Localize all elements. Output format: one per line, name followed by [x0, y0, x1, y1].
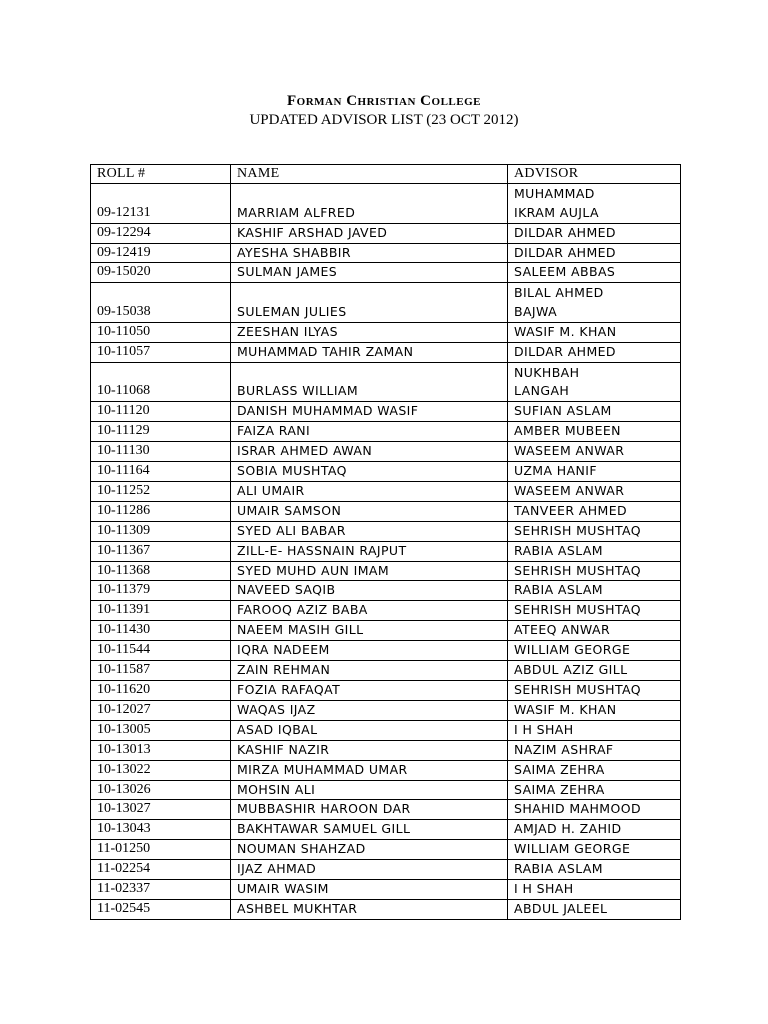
advisor-cell [508, 661, 681, 681]
table-body [91, 184, 681, 920]
table-row [91, 621, 681, 641]
student-name-cell: FAIZA RANI [231, 422, 508, 442]
roll-number-cell: 10-11252 [91, 481, 231, 501]
student-name-cell: FOZIA RAFAQAT [231, 681, 508, 701]
advisor-cell [508, 263, 681, 283]
table-row [91, 740, 681, 760]
advisor-name-line: SAIMA ZEHRA [514, 761, 605, 777]
advisor-name-line: I H SHAH [514, 721, 574, 737]
advisor-name-line: AMJAD H. ZAHID [514, 821, 622, 837]
roll-number-cell: 11-02254 [91, 860, 231, 880]
advisor-name-line: RABIA ASLAM [514, 582, 603, 598]
advisor-cell [508, 342, 681, 362]
table-row [91, 720, 681, 740]
table-row [91, 322, 681, 342]
roll-number-cell: 10-11379 [91, 581, 231, 601]
roll-number-cell: 09-12294 [91, 223, 231, 243]
table-row [91, 521, 681, 541]
advisor-cell [508, 481, 681, 501]
advisor-name-line: WASIF M. KHAN [514, 323, 617, 339]
advisor-cell [508, 322, 681, 342]
advisor-cell [508, 402, 681, 422]
advisor-cell [508, 223, 681, 243]
table-row [91, 581, 681, 601]
table-row [91, 462, 681, 482]
roll-number-cell: 10-11620 [91, 681, 231, 701]
student-name-cell: AYESHA SHABBIR [231, 243, 508, 263]
document-header [0, 92, 768, 130]
advisor-name-line: SEHRISH MUSHTAQ [514, 682, 642, 697]
roll-number-cell: 09-15020 [91, 263, 231, 283]
roll-number-cell: 10-11368 [91, 561, 231, 581]
advisor-name-line: NAZIM ASHRAF [514, 741, 614, 757]
roll-number-cell: 10-11367 [91, 541, 231, 561]
advisor-name-line: SALEEM ABBAS [514, 264, 616, 280]
advisor-name-line: BILAL AHMED [514, 285, 604, 301]
table-row [91, 541, 681, 561]
advisor-cell [508, 501, 681, 521]
student-name-cell: ASAD IQBAL [231, 720, 508, 740]
advisor-name-line: SAIMA ZEHRA [514, 781, 605, 797]
advisor-name-line: MUHAMMAD [514, 185, 595, 201]
advisor-name-line: ABDUL AZIZ GILL [514, 662, 628, 678]
college-title: Forman Christian College [287, 93, 481, 109]
advisor-cell [508, 760, 681, 780]
advisor-cell [508, 860, 681, 880]
advisor-name-line: NUKHBAH [514, 364, 580, 380]
advisor-name-line: SHAHID MAHMOOD [514, 801, 641, 817]
roll-number-cell: 10-13043 [91, 820, 231, 840]
advisor-name-line: SUFIAN ASLAM [514, 403, 612, 419]
roll-number-cell: 10-11544 [91, 641, 231, 661]
student-name-cell: SYED ALI BABAR [231, 521, 508, 541]
student-name-cell: ZEESHAN ILYAS [231, 322, 508, 342]
student-name-cell: UMAIR SAMSON [231, 501, 508, 521]
roll-number-cell: 10-13022 [91, 760, 231, 780]
student-name-cell: SYED MUHD AUN IMAM [231, 561, 508, 581]
advisor-cell [508, 581, 681, 601]
student-name-cell: NOUMAN SHAHZAD [231, 840, 508, 860]
roll-number-cell: 10-11286 [91, 501, 231, 521]
table-row [91, 641, 681, 661]
advisor-name-line: LANGAH [514, 383, 570, 399]
table-row [91, 263, 681, 283]
student-name-cell: WAQAS IJAZ [231, 700, 508, 720]
roll-number-cell: 09-15038 [91, 283, 231, 323]
table-row [91, 402, 681, 422]
table-row [91, 601, 681, 621]
student-name-cell: ZAIN REHMAN [231, 661, 508, 681]
student-name-cell: BURLASS WILLIAM [231, 362, 508, 402]
advisor-cell [508, 720, 681, 740]
table-row [91, 840, 681, 860]
roll-number-cell: 10-13027 [91, 800, 231, 820]
advisor-cell [508, 800, 681, 820]
advisor-name-line: WASIF M. KHAN [514, 701, 617, 717]
student-name-cell: ASHBEL MUKHTAR [231, 899, 508, 919]
table-row [91, 362, 681, 402]
advisor-name-line: ATEEQ ANWAR [514, 622, 611, 638]
table-row [91, 422, 681, 442]
column-header-advisor: ADVISOR [508, 165, 681, 184]
table-row [91, 899, 681, 919]
student-name-cell: ZILL-E- HASSNAIN RAJPUT [231, 541, 508, 561]
student-name-cell: UMAIR WASIM [231, 880, 508, 900]
table-row [91, 481, 681, 501]
table-row [91, 681, 681, 701]
table-row [91, 283, 681, 323]
table-row [91, 820, 681, 840]
roll-number-cell: 11-01250 [91, 840, 231, 860]
roll-number-cell: 09-12419 [91, 243, 231, 263]
roll-number-cell: 10-11130 [91, 442, 231, 462]
roll-number-cell: 10-11587 [91, 661, 231, 681]
student-name-cell: BAKHTAWAR SAMUEL GILL [231, 820, 508, 840]
roll-number-cell: 10-11430 [91, 621, 231, 641]
table-row [91, 880, 681, 900]
roll-number-cell: 10-13013 [91, 740, 231, 760]
student-name-cell: DANISH MUHAMMAD WASIF [231, 402, 508, 422]
student-name-cell: KASHIF NAZIR [231, 740, 508, 760]
student-name-cell: MUBBASHIR HAROON DAR [231, 800, 508, 820]
advisor-name-line: RABIA ASLAM [514, 861, 603, 877]
column-header-roll: ROLL # [91, 165, 231, 184]
advisor-name-line: WASEEM ANWAR [514, 482, 625, 498]
roll-number-cell: 10-11050 [91, 322, 231, 342]
roll-number-cell: 10-13026 [91, 780, 231, 800]
table-row [91, 760, 681, 780]
student-name-cell: FAROOQ AZIZ BABA [231, 601, 508, 621]
advisor-cell [508, 184, 681, 224]
advisor-name-line: I H SHAH [514, 881, 574, 897]
advisor-cell [508, 621, 681, 641]
student-name-cell: MUHAMMAD TAHIR ZAMAN [231, 342, 508, 362]
advisor-cell [508, 880, 681, 900]
table-row [91, 342, 681, 362]
advisor-name-line: TANVEER AHMED [514, 502, 628, 518]
student-name-cell: MIRZA MUHAMMAD UMAR [231, 760, 508, 780]
table-row [91, 800, 681, 820]
advisor-cell [508, 362, 681, 402]
table-row [91, 501, 681, 521]
advisor-cell [508, 521, 681, 541]
roll-number-cell: 10-11391 [91, 601, 231, 621]
advisor-cell [508, 740, 681, 760]
student-name-cell: NAEEM MASIH GILL [231, 621, 508, 641]
student-name-cell: MOHSIN ALI [231, 780, 508, 800]
advisor-cell [508, 700, 681, 720]
roll-number-cell: 10-11120 [91, 402, 231, 422]
advisor-cell [508, 462, 681, 482]
list-subtitle: UPDATED ADVISOR LIST (23 OCT 2012) [249, 112, 519, 128]
roll-number-cell: 10-11309 [91, 521, 231, 541]
advisor-cell [508, 899, 681, 919]
advisor-name-line: RABIA ASLAM [514, 542, 603, 558]
student-name-cell: SULEMAN JULIES [231, 283, 508, 323]
table-row [91, 700, 681, 720]
roll-number-cell: 10-12027 [91, 700, 231, 720]
advisor-cell [508, 442, 681, 462]
roll-number-cell: 10-11057 [91, 342, 231, 362]
advisor-name-line: DILDAR AHMED [514, 244, 616, 260]
advisor-name-line: DILDAR AHMED [514, 224, 616, 240]
advisor-name-line: SEHRISH MUSHTAQ [514, 602, 642, 618]
advisor-name-line: SEHRISH MUSHTAQ [514, 562, 642, 578]
roll-number-cell: 10-13005 [91, 720, 231, 740]
advisor-cell [508, 840, 681, 860]
table-row [91, 442, 681, 462]
student-name-cell: SOBIA MUSHTAQ [231, 462, 508, 482]
table-row [91, 243, 681, 263]
advisor-name-line: ABDUL JALEEL [514, 900, 608, 916]
advisor-cell [508, 681, 681, 701]
table-row [91, 223, 681, 243]
advisor-name-line: SEHRISH MUSHTAQ [514, 522, 642, 538]
advisor-cell [508, 780, 681, 800]
table-header-row [91, 165, 681, 184]
advisor-name-line: WILLIAM GEORGE [514, 642, 631, 658]
table-row [91, 184, 681, 224]
student-name-cell: KASHIF ARSHAD JAVED [231, 223, 508, 243]
roll-number-cell: 11-02545 [91, 899, 231, 919]
student-name-cell: MARRIAM ALFRED [231, 184, 508, 224]
student-name-cell: ISRAR AHMED AWAN [231, 442, 508, 462]
roll-number-cell: 11-02337 [91, 880, 231, 900]
student-name-cell: IQRA NADEEM [231, 641, 508, 661]
roll-number-cell: 10-11129 [91, 422, 231, 442]
student-name-cell: IJAZ AHMAD [231, 860, 508, 880]
advisor-cell [508, 561, 681, 581]
student-name-cell: NAVEED SAQIB [231, 581, 508, 601]
table-row [91, 561, 681, 581]
roll-number-cell: 10-11164 [91, 462, 231, 482]
roll-number-cell: 10-11068 [91, 362, 231, 402]
table-row [91, 661, 681, 681]
advisor-name-line: IKRAM AUJLA [514, 204, 599, 220]
advisor-cell [508, 422, 681, 442]
advisor-cell [508, 283, 681, 323]
advisor-name-line: AMBER MUBEEN [514, 423, 621, 439]
student-name-cell: ALI UMAIR [231, 481, 508, 501]
advisor-name-line: BAJWA [514, 304, 558, 319]
table-row [91, 860, 681, 880]
advisor-cell [508, 820, 681, 840]
advisor-name-line: DILDAR AHMED [514, 343, 616, 359]
advisor-cell [508, 601, 681, 621]
advisor-cell [508, 641, 681, 661]
roll-number-cell: 09-12131 [91, 184, 231, 224]
advisor-name-line: WILLIAM GEORGE [514, 841, 631, 857]
advisor-cell [508, 541, 681, 561]
advisor-cell [508, 243, 681, 263]
student-name-cell: SULMAN JAMES [231, 263, 508, 283]
table-row [91, 780, 681, 800]
advisor-name-line: WASEEM ANWAR [514, 443, 625, 459]
advisor-table [90, 164, 681, 920]
column-header-name: NAME [231, 165, 508, 184]
advisor-name-line: UZMA HANIF [514, 463, 597, 479]
